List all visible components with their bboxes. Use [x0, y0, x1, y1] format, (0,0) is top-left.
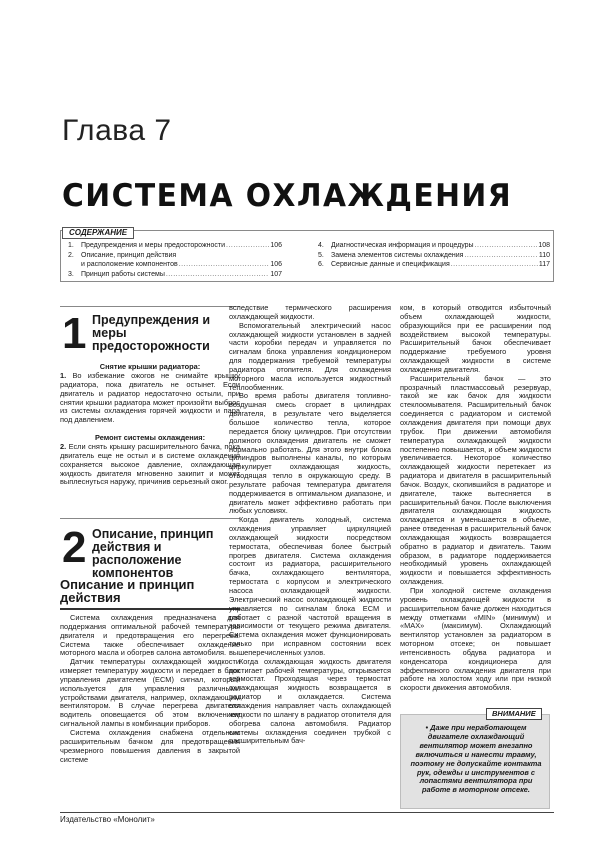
- column-3-text: [400, 304, 551, 693]
- section-number: 1: [62, 309, 87, 358]
- paragraph: Когда двигатель холодный, система охлаждения управляет циркуляцией охлаждающей жидкости посредством термостата, обеспечивая более быстрый прогрев двигателя. Система охлаждения состоит из радиатора, расширительного бачка, охлаждающего вентилятора, термостата с корпусом и электрического насоса охлаждающей жидкости. Электрический насос охлаждающей жидкости управляется по сигналам блока ECM и работает с разной частотой вращения в зависимости от текущего режима двигателя. Система охлаждения может функционировать только при исправном состоянии всех вышеперечисленных узлов.: [229, 515, 391, 657]
- section-number: 2: [62, 523, 87, 572]
- toc-entry[interactable]: 5. Замена элементов системы охлаждения ..... 110: [318, 251, 550, 261]
- section-title: Описание, принцип действия и расположение компонентов: [92, 527, 214, 580]
- column-2-text: [229, 304, 391, 746]
- warning-label: ВНИМАНИЕ: [486, 708, 542, 720]
- column-1-text: [60, 614, 240, 764]
- chapter-title: СИСТЕМА ОХЛАЖДЕНИЯ: [62, 178, 513, 214]
- paragraph: ком, в который отводится избыточный объем охлаждающей жидкости, образующийся при ее расширении под воздействием высокой температуры. Расширительный бачок обеспечивает поддержание требуемого уровня охлаждающей жидкости в системе охлаждения двигателя.: [400, 303, 551, 374]
- chapter-label: Глава 7: [62, 114, 172, 147]
- subsection-rule: [60, 608, 240, 610]
- paragraph: Расширительный бачок — это прозрачный пластмассовый резервуар, такой же как бачок для жидкости стеклоомывателя. Расширительный бачок соединяется с радиатором и системой охлаждения двигателя при помощи двух трубок. При движении автомобиля температура охлаждающей жидкости постепенно повышается, и объем жидкости увеличивается. Некоторое количество охлаждающей жидкости перетекает из радиатора и двигателя в расширительный бачок. Воздух, скопившийся в радиаторе и двигателе, также вытесняется в расширительный бачок. После выключения двигателя охлаждающая жидкость охлаждается и уменьшается в объеме, ранее отведенная в расширительный бачок охлаждающая жидкость возвращается обратно в радиатор и двигатель. Таким образом, в радиаторе поддерживается необходимый уровень охлаждающей жидкости и повышается эффективность охлаждения.: [400, 373, 551, 587]
- subheading-cooling-repair: Ремонт системы охлаждения:: [94, 433, 206, 442]
- toc-entry[interactable]: 2. Описание, принцип действия: [68, 251, 177, 259]
- toc-left-column: [68, 241, 282, 279]
- paragraph: Система охлаждения снабжена отдельным расширительным бачком для предотвращения чрезмерного повышения давления в закрытой системе: [60, 727, 240, 764]
- paragraph: Датчик температуры охлаждающей жидкости измеряет температуру жидкости и передает в блок управления двигателем (ECM) сигнал, который используется для управления различными устройствами двигателя, например, охлаждающим вентилятором. В случае перегрева двигателя водитель оповещается об этом включением сигнальной лампы в комбинации приборов.: [60, 657, 240, 729]
- section-rule: [60, 306, 240, 307]
- toc-right-column: [318, 241, 550, 270]
- section-1-heading: [62, 309, 242, 358]
- toc-entry[interactable]: 3. Принцип работы системы ..... 107: [68, 270, 282, 280]
- section-rule: [60, 518, 240, 519]
- section-title: Предупреждения и меры предосторожности: [92, 313, 211, 353]
- subheading-radiator-cap: Снятие крышки радиатора:: [99, 362, 201, 371]
- footer-publisher: Издательство «Монолит»: [60, 815, 155, 824]
- paragraph: Вспомогательный электрический насос охлаждающей жидкости установлен в задней части коробки передач и управляется по сигналам блока управления кондиционером для поддержания требуемой температуры радиатора отопителя. Для охлаждения моторного масла используется жидкостный теплообменник.: [229, 320, 391, 392]
- toc-entry[interactable]: 4. Диагностическая информация и процедуры ..... 108: [318, 241, 550, 251]
- warning-text: • Даже при неработающем двигателе охлаждающий вентилятор может внезапно включиться и нанести травму, поэтому не допускайте контакта рук, одежды и инструментов с лопастями вентилятора при работе в моторном отсеке.: [410, 723, 542, 795]
- footer-rule: [60, 812, 554, 813]
- toc-entry[interactable]: 6. Сервисные данные и спецификация ..... 117: [318, 260, 550, 270]
- section-2-heading: [62, 523, 242, 580]
- subsection-title: Описание и принцип действия: [60, 577, 195, 605]
- paragraph: Во время работы двигателя топливно-воздушная смесь сгорает в цилиндрах двигателя, в результате чего выделяется большое количество тепла, которое передается блоку цилиндров. При отсутствии должного охлаждения двигатель не сможет нормально работать. Для этого внутри блока цилиндров выполнены каналы, по которым циркулирует охлаждающая жидкость, отводящая тепло в окружающую среду. В результате рабочая температура двигателя поддерживается в оптимальном диапазоне, и двигатель может эффективно работать при любых условиях.: [229, 391, 391, 516]
- warning-item-1: 1. Во избежание ожогов не снимайте крышку радиатора, пока двигатель не остынет. Если двигатель и радиатор недостаточно остыли, при снятии крышки радиатора может произойти выброс из системы охлаждения горячей жидкости и пара под давлением.: [60, 371, 240, 425]
- paragraph: Система охлаждения предназначена для поддержания оптимальной рабочей температуры двигателя и предотвращения его перегрева. Система также обеспечивает охлаждение моторного масла и обогрев салона автомобиля.: [60, 613, 240, 658]
- toc-heading: СОДЕРЖАНИЕ: [62, 227, 134, 239]
- paragraph: вследствие термического расширения охлаждающей жидкости.: [229, 303, 391, 321]
- warning-item-2: 2. Если снять крышку расширительного бачка, пока двигатель еще не остыл и в системе охлаждения сохраняется высокое давление, охлаждающая жидкость двигателя мгновенно закипит и может выплеснуться наружу, причинив серьезный ожог.: [60, 442, 240, 487]
- toc-entry[interactable]: 1. Предупреждения и меры предосторожности ..... 106: [68, 241, 282, 251]
- paragraph: При холодной системе охлаждения уровень охлаждающей жидкости в расширительном бачке должен находиться между отметками «MIN» (минимум) и «MAX» (максимум). Охлаждающий вентилятор установлен за радиатором в моторном отсеке; он повышает интенсивность обдува радиатора и конденсатора кондиционера для эффективного охлаждения двигателя при работе на холостом ходу или при низкой скорости движения автомобиля.: [400, 586, 551, 693]
- toc-entry[interactable]: и расположение компонентов ..... 106: [68, 260, 282, 270]
- paragraph: Когда охлаждающая жидкость двигателя достигает рабочей температуры, открывается термостат. Проходящая через термостат охлаждающая жидкость возвращается в радиатор и охлаждается. Система охлаждения направляет часть охлаждающей жидкости по шлангу в радиатор отопителя для обогрева салона автомобиля. Радиатор системы охлаждения соединен трубкой с расширительным бач-: [229, 656, 391, 746]
